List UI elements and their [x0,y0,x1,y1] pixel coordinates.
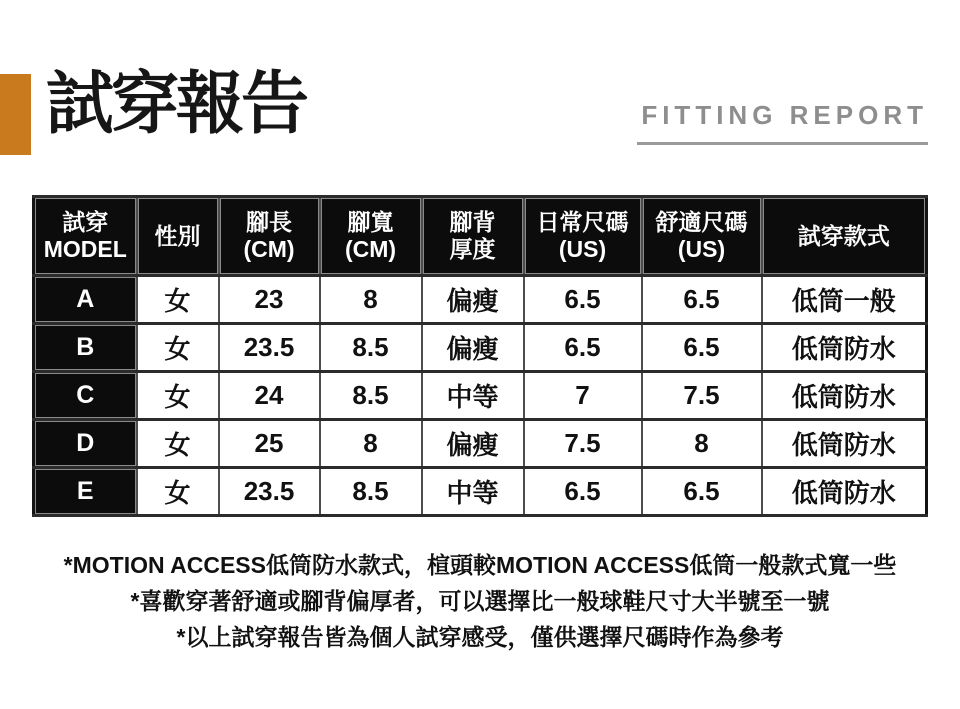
foot-length-cell: 23.5 [219,468,320,516]
style-cell: 低筒防水 [762,372,927,420]
instep-cell: 中等 [422,468,524,516]
style-cell: 低筒防水 [762,420,927,468]
foot-length-cell: 24 [219,372,320,420]
instep-cell: 中等 [422,372,524,420]
footnote-line: *喜歡穿著舒適或腳背偏厚者，可以選擇比一般球鞋尺寸大半號至一號 [130,588,830,614]
table-row [34,420,927,468]
model-cell: D [34,420,137,468]
comfort-size-cell: 6.5 [642,276,762,324]
style-cell: 低筒一般 [762,276,927,324]
comfort-size-cell: 6.5 [642,324,762,372]
col-header-foot-length [219,197,320,276]
daily-size-cell: 6.5 [524,276,642,324]
style-cell: 低筒防水 [762,324,927,372]
style-cell: 低筒防水 [762,468,927,516]
foot-width-cell: 8.5 [320,372,422,420]
fitting-table [32,195,928,517]
header-line: 厚度 [449,236,496,262]
comfort-size-cell: 8 [642,420,762,468]
col-header-instep [422,197,524,276]
comfort-size-cell: 6.5 [642,468,762,516]
header-line: 腳長 [246,209,292,235]
foot-width-cell: 8.5 [320,468,422,516]
foot-width-cell: 8 [320,276,422,324]
instep-cell: 偏瘦 [422,276,524,324]
header-line: 試穿 [62,209,109,235]
table-row [34,324,927,372]
daily-size-cell: 6.5 [524,468,642,516]
header-line: 舒適尺碼 [655,209,748,235]
page-subtitle: FITTING REPORT [641,100,928,130]
foot-width-cell: 8 [320,420,422,468]
instep-cell: 偏瘦 [422,420,524,468]
daily-size-cell: 6.5 [524,324,642,372]
model-cell: A [34,276,137,324]
table-row [34,276,927,324]
footnotes [0,547,960,655]
subtitle-block [637,100,928,145]
col-header-foot-width [320,197,422,276]
header-line: 腳背 [449,209,496,235]
footnote-line: *MOTION ACCESS低筒防水款式，楦頭較MOTION ACCESS低筒一般款式寬一些 [63,552,897,578]
table-row [34,468,927,516]
subtitle-underline [637,142,928,145]
gender-cell: 女 [137,372,219,420]
gender-cell: 女 [137,276,219,324]
col-header-comfort-size [642,197,762,276]
accent-bar [0,74,31,155]
header-row [34,197,927,276]
model-cell: E [34,468,137,516]
header-line: (US) [677,236,726,262]
col-header-style [762,197,927,276]
foot-length-cell: 23.5 [219,324,320,372]
col-header-gender [137,197,219,276]
table-row [34,372,927,420]
daily-size-cell: 7.5 [524,420,642,468]
foot-length-cell: 23 [219,276,320,324]
header-line: (US) [558,236,607,262]
foot-length-cell: 25 [219,420,320,468]
gender-cell: 女 [137,468,219,516]
gender-cell: 女 [137,420,219,468]
col-header-daily-size [524,197,642,276]
header-line: (CM) [243,236,295,262]
daily-size-cell: 7 [524,372,642,420]
header-line: 性別 [154,222,201,249]
col-header-model [34,197,137,276]
footnote-line: *以上試穿報告皆為個人試穿感受，僅供選擇尺碼時作為參考 [176,624,784,650]
header-line: 試穿款式 [797,222,890,249]
model-cell: B [34,324,137,372]
comfort-size-cell: 7.5 [642,372,762,420]
gender-cell: 女 [137,324,219,372]
foot-width-cell: 8.5 [320,324,422,372]
header-line: MODEL [43,236,127,262]
header-line: (CM) [344,236,397,262]
page-title: 試穿報告 [46,66,307,142]
model-cell: C [34,372,137,420]
header-line: 日常尺碼 [536,209,629,235]
instep-cell: 偏瘦 [422,324,524,372]
header-line: 腳寬 [347,209,394,235]
